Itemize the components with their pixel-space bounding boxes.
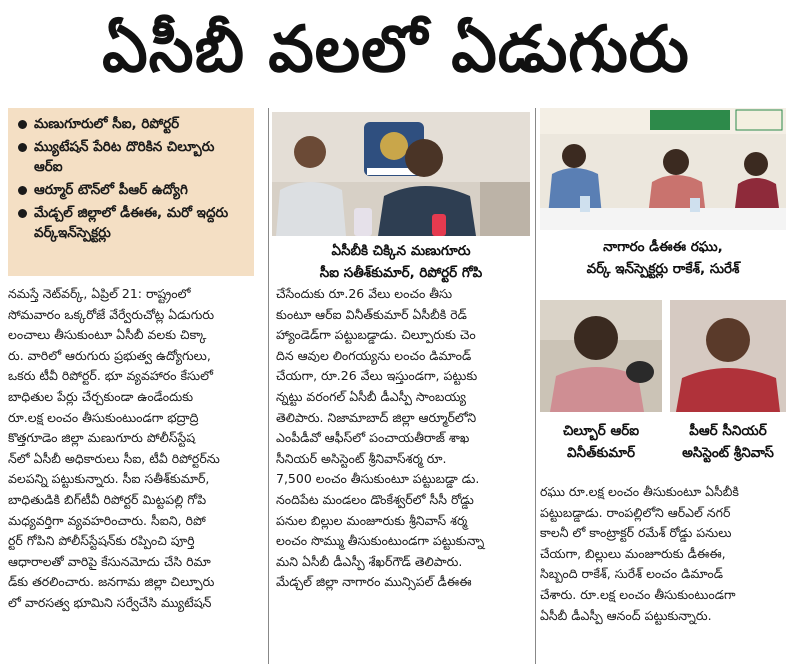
article-line: నందిపేట మండలం డొంకేశ్వర్‌లో సీసీ రోడ్డు: [276, 491, 474, 507]
article-line: రు. వారిలో ఆరుగురు ప్రభుత్వ ఉద్యోగులు,: [8, 347, 211, 363]
highlight-text: మణుగూరులో సీఐ, రిపోర్టర్: [34, 116, 180, 132]
article-line: కుంటూ ఆర్ఐ వినీత్‌కుమార్ ఏసీబీకి రెడ్: [276, 306, 467, 322]
highlight-item: [16, 203, 246, 243]
article-line: మని ఏసీబీ డీఎస్పీ శేఖర్‌గౌడ్ తెలిపారు.: [276, 553, 463, 569]
article-column-3: [540, 482, 786, 664]
article-line: బాధితుల పేర్లు చేర్చకుండా ఉండేందుకు: [8, 388, 194, 404]
article-line: కొత్తగూడెం జిల్లా మణుగూరు పోలీస్‌స్టేష: [8, 430, 196, 446]
photo-ci-reporter: [272, 112, 530, 236]
highlights-list: [16, 114, 246, 243]
article-line: 7,500 లంచం తీసుకుంటూ పట్టుబడ్డా డు.: [276, 471, 480, 487]
article-line: ఏసీబీ డీఎస్పీ ఆనంద్ పట్టుకున్నారు.: [540, 607, 712, 623]
article-line: వలపన్ని పట్టుకున్నారు. సీఐ సతీశ్‌కుమార్,: [8, 471, 210, 487]
caption-line: ఏసీబీకి చిక్కిన మణుగూరు: [331, 243, 471, 259]
highlights-box: [8, 108, 254, 276]
bullet-icon: [18, 209, 27, 218]
page-headline: ఏసీబీ వలలో ఏడుగురు: [102, 13, 690, 87]
highlight-text: మేడ్చల్ జిల్లాలో డీఈఈ, మరో ఇద్దరు వర్క్ఇన్‌స్పెక్టర్లు: [34, 205, 229, 241]
photo-caption: [272, 240, 530, 284]
article-line: సీనియర్ అసిస్టెంట్ శ్రీనివాస్‌శర్మ రూ.: [276, 450, 447, 466]
article-line: న్నట్టు వరంగల్ ఏసీబీ డీఎస్పీ సాంబయ్య: [276, 388, 467, 404]
article-line: రూ.లక్ష లంచం తీసుకుంటుండగా భద్రాద్రి: [8, 409, 199, 425]
article-line: ఆధారాలతో వారిపై కేసునమోదు చేసి రిమా: [8, 553, 211, 569]
article-line: పట్టుబడ్డాడు. రాంపల్లిలోని ఆర్ఎల్ నగర్: [540, 504, 731, 520]
highlight-text: మ్యుటేషన్ పేరిట దొరికిన చిల్బూరు ఆర్ఐ: [34, 139, 215, 175]
photo-ri-image: [540, 300, 662, 412]
article-line: సోమవారం ఒక్కరోజే వేర్వేరుచోట్ల ఏడుగురు: [8, 306, 215, 322]
caption-line: పీఆర్ సీనియర్: [689, 423, 767, 439]
column-divider: [535, 108, 536, 664]
article-line: కాలనీ లో కాంట్రాక్టర్ రమేశ్ రోడ్డు పనులు: [540, 525, 732, 541]
photo-dee-inspectors: [540, 108, 786, 230]
article-line: మధ్యవర్తిగా వ్యవహరించారు. సీఐని, రిపో: [8, 512, 206, 528]
bullet-icon: [18, 186, 27, 195]
column-divider: [268, 108, 269, 664]
article-line: చేయగా, బిల్లులు మంజూరుకు డీఈఈ,: [540, 545, 726, 561]
highlight-text: ఆర్మూర్ టౌన్‌లో పీఆర్ ఉద్యోగి: [34, 182, 188, 198]
article-column-1: [8, 284, 266, 664]
article-line: చేసేందుకు రూ.26 వేలు లంచం తీసు: [276, 286, 453, 301]
article-line: హ్యాండెడ్‌గా పట్టుబడ్డాడు. చిల్పూరుకు చెం: [276, 327, 476, 343]
article-line: లంచం సొమ్ము తీసుకుంటుండగా పట్టుకున్నా: [276, 533, 485, 549]
bullet-icon: [18, 143, 27, 152]
photo-caption: [670, 420, 786, 464]
article-line: చేయగా, రూ.26 వేలు ఇస్తుండగా, పట్టుకు: [276, 368, 478, 384]
caption-line: చిల్బూర్ ఆర్ఐ: [562, 423, 640, 439]
article-line: పనుల బిల్లుల మంజూరుకు శ్రీనివాస్ శర్మ: [276, 512, 468, 528]
caption-line: సీఐ సతీశ్‌కుమార్, రిపోర్టర్ గోపి: [319, 265, 483, 281]
article-line: దిన ఆవుల లింగయ్యను లంచం డిమాండ్: [276, 347, 472, 363]
article-line: ఒకరు టీవీ రిపోర్టర్. భూ వ్యవహారం కేసులో: [8, 368, 213, 384]
photo-caption: [540, 236, 786, 280]
article-line: మేడ్చల్ జిల్లా నాగారం మున్సిపల్ డీఈఈ: [276, 574, 472, 590]
article-line: తెలిపారు. నిజామాబాద్ జిల్లా ఆర్మూర్‌లోని: [276, 409, 477, 425]
article-line: చేశారు. రూ.లక్ష లంచం తీసుకుంటుండగా: [540, 586, 736, 602]
bullet-icon: [18, 120, 27, 129]
article-line: న్‌లో ఏసీబీ అధికారులు సీఐ, టీవీ రిపోర్టర్‌ను: [8, 450, 220, 466]
article-line: ర్టర్ గోపిని పోలీస్‌స్టేషన్‌కు రప్పించి పూర్తి: [8, 533, 195, 549]
article-line: ఎంపీడీవో ఆఫీస్‌లో పంచాయతీరాజ్ శాఖ: [276, 430, 470, 446]
caption-line: నాగారం డీఈఈ రఘు,: [603, 239, 723, 255]
article-line: డ్‌కు తరలించారు. జనగామ జిల్లా చిల్పూరు: [8, 574, 215, 590]
article-line: రఘు రూ.లక్ష లంచం తీసుకుంటూ ఏసీబీకి: [540, 484, 739, 499]
highlight-item: [16, 180, 246, 200]
photo-caption: [540, 420, 662, 464]
article-line: లో వారసత్వ భూమిని సర్వేచేసి మ్యుటేషన్: [8, 594, 212, 610]
photo-pr-assistant: [670, 300, 786, 412]
article-line: లంచాలు తీసుకుంటూ ఏసీబీ వలకు చిక్కా: [8, 327, 207, 343]
caption-line: అసిస్టెంట్ శ్రీనివాస్: [682, 445, 774, 461]
photo-ci-reporter-image: [272, 112, 530, 236]
highlight-item: [16, 137, 246, 177]
article-column-2: [276, 284, 532, 664]
article-line: బాధితుడికి బిగ్‌టీవీ రిపోర్టర్ మిట్టపల్లి గోపి: [8, 491, 207, 507]
photo-pr-assistant-image: [670, 300, 786, 412]
caption-line: వర్క్ ఇన్‌స్పెక్టర్లు రాకేశ్, సురేశ్: [586, 261, 740, 277]
article-line: నమస్తే నెట్‌వర్క్, ఏప్రిల్ 21: రాష్ట్రంలో: [8, 286, 191, 301]
photo-ri: [540, 300, 662, 412]
caption-line: వినీత్‌కుమార్: [567, 445, 635, 461]
photo-dee-inspectors-image: [540, 108, 786, 230]
highlight-item: [16, 114, 246, 134]
article-line: సిబ్బంది రాకేశ్, సురేశ్ లంచం డిమాండ్: [540, 566, 724, 582]
